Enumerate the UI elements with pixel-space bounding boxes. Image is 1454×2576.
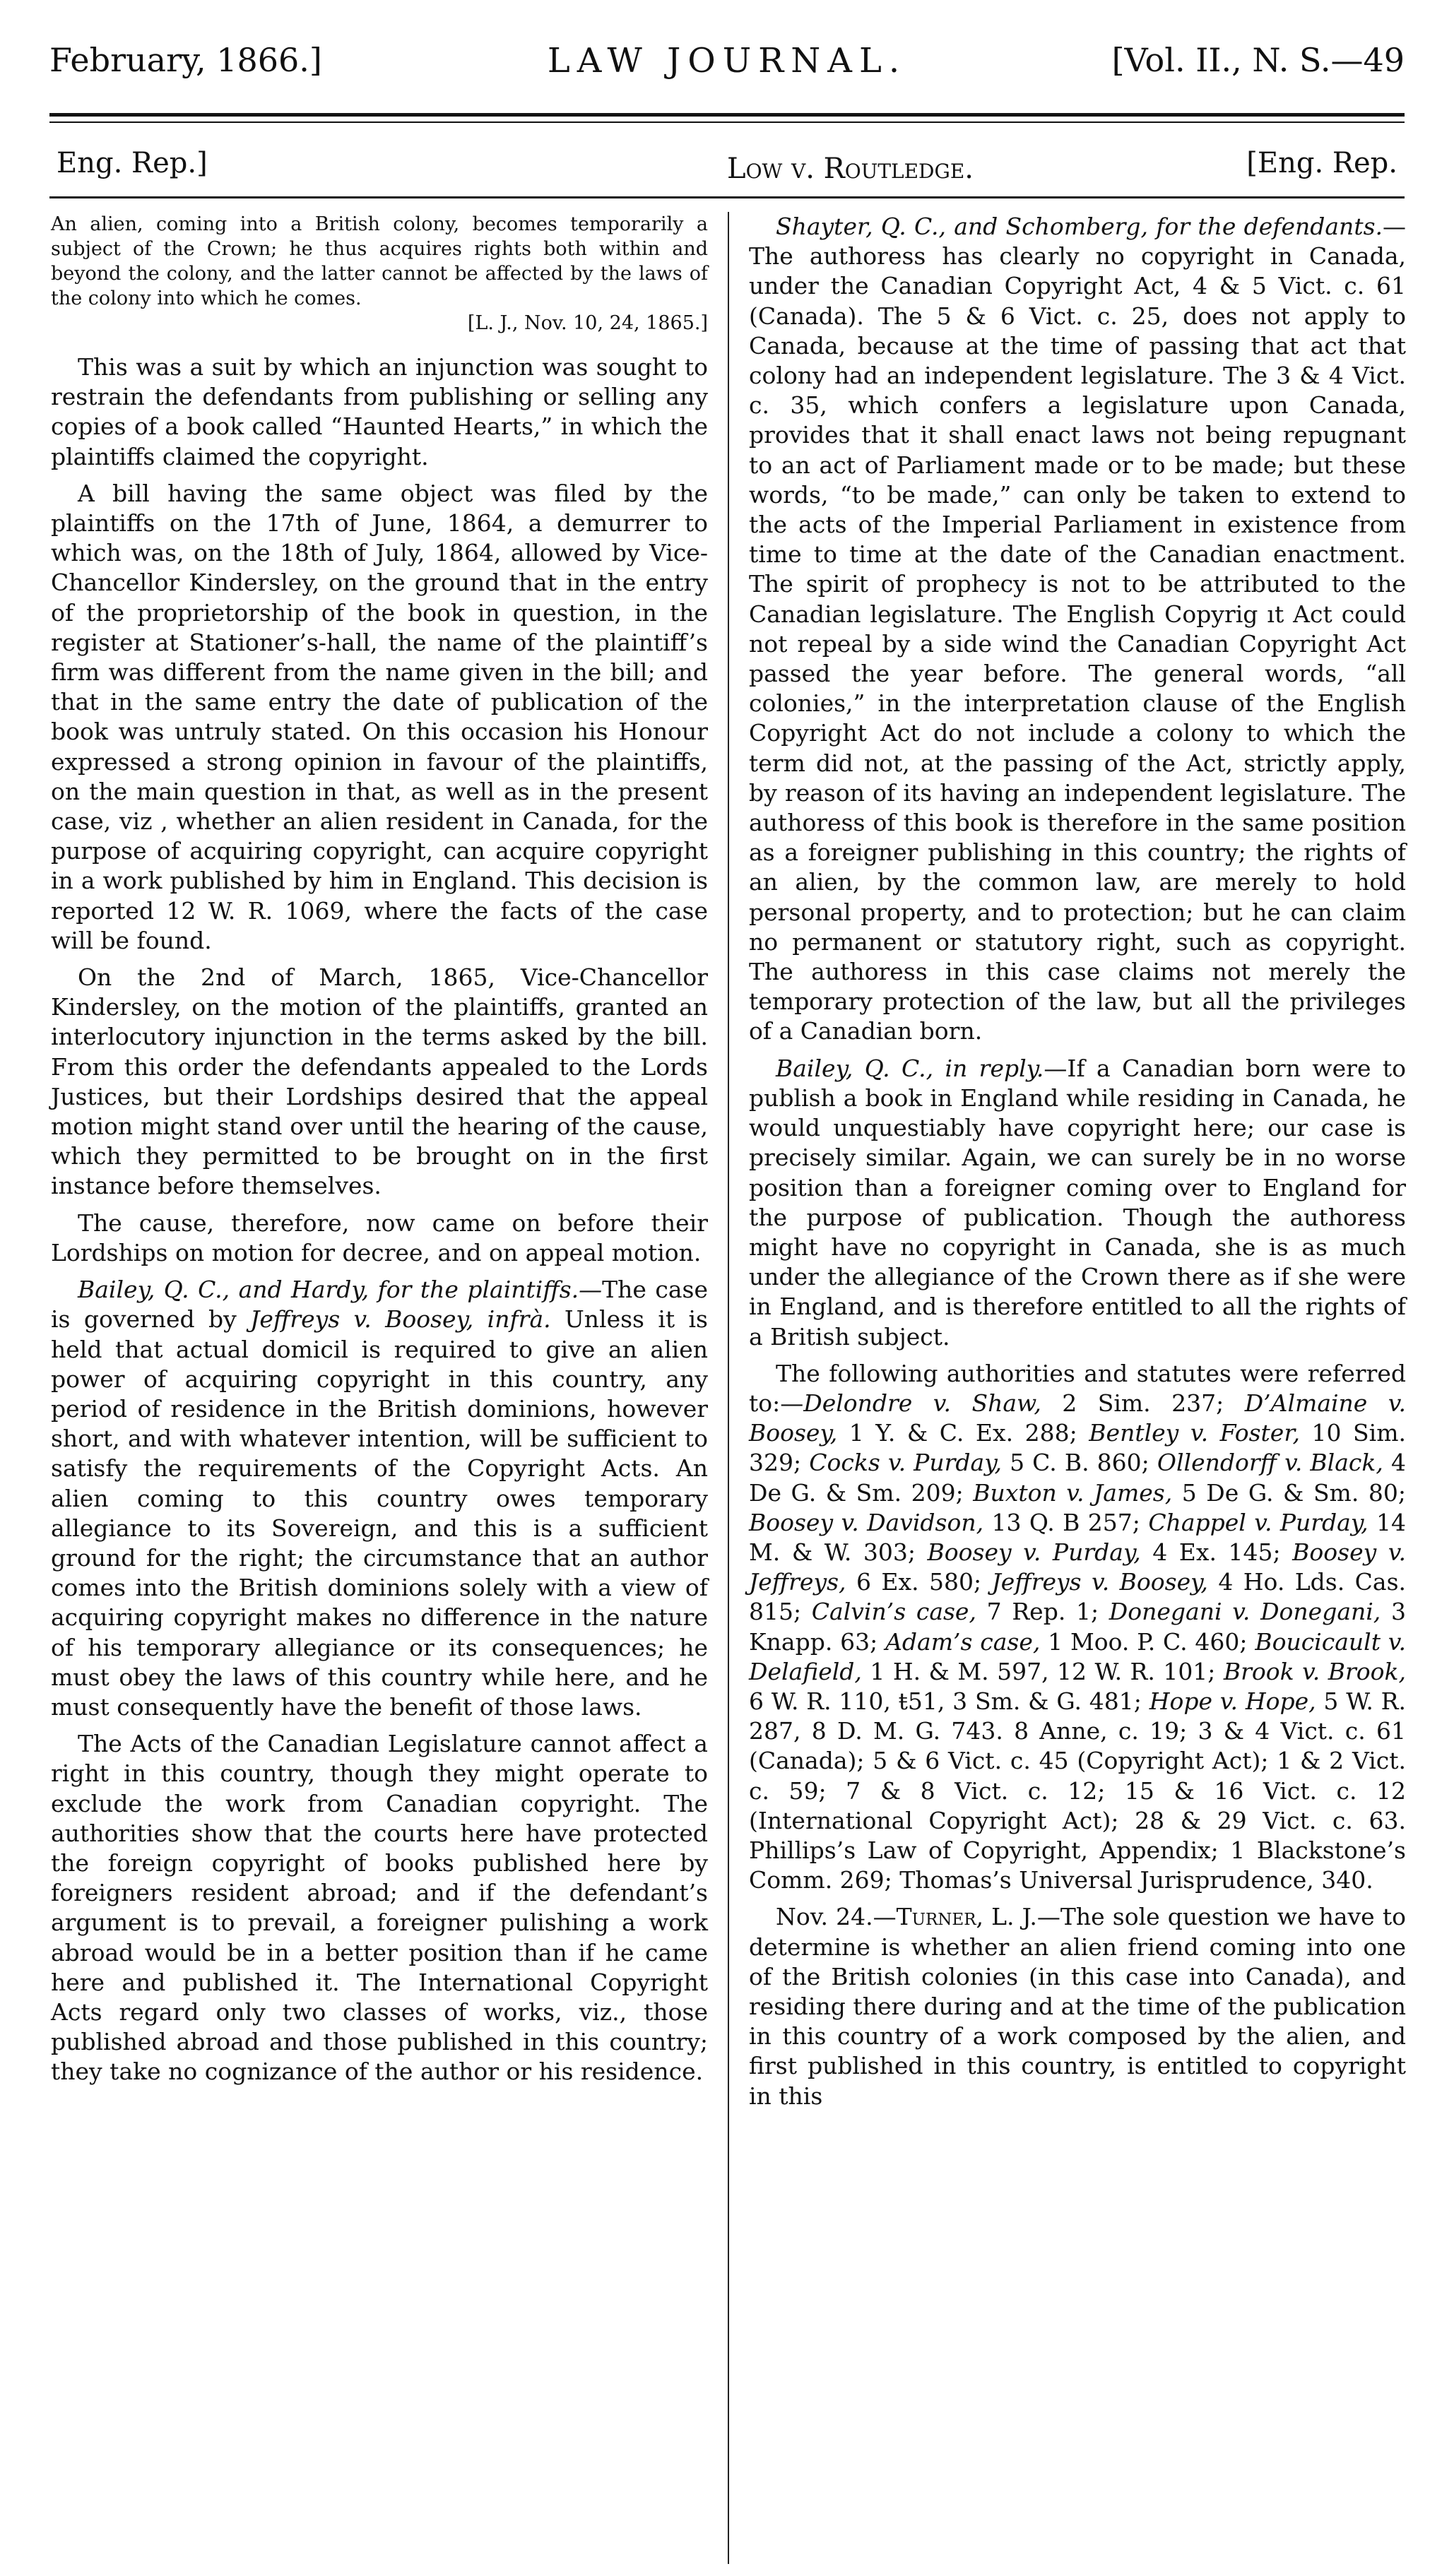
volume-page: [Vol. II., N. S.—49 [1111, 41, 1405, 79]
paragraph: The Acts of the Canadian Legislature cannot affect a right in this country, though they might operate to exclude the work from Canadian copyright. The authorities show that the courts here have protected the foreign copyright of books published here by foreigners resident abroad; and if the defendant’s argument is to prevail, a foreigner pulishing a work abroad would be in a better position than if he came here and published it. The International Copyright Acts regard only two classes of works, viz., those published abroad and those published in this country; they take no cognizance of the author or his residence. [51, 1730, 708, 2086]
headnote-citation: [L. J., Nov. 10, 24, 1865.] [467, 312, 708, 334]
case-reference: Brook v. Brook, [1223, 1657, 1406, 1685]
paragraph: A bill having the same object was filed by the plaintiffs on the 17th of June, 1864, a demurrer to which was, on the 18th of July, 1864, allowed by Vice-Chancellor Kindersley, on the ground that in the entry of the proprietorship of the book in question, in the register at Stationer’s-hall, the name of the plaintiff’s firm was different from the name given in the bill; and that in the same entry the date of publication of the book was untruly stated. On this occasion his Honour expressed a strong opinion in favour of the plaintiffs, on the main question in that, as well as in the present case, viz , whether an alien resident in Canada, for the purpose of acquiring copyright, can acquire copyright in a work published by him in England. This decision is reported 12 W. R. 1069, where the facts of the case will be found. [51, 479, 708, 954]
statutes-list: 8 Anne, c. 19; 3 & 4 Vict. c. 61 (Canada); 5 & 6 Vict. c. 45 (Copyright Act); 1 & 2 Vict. c. 59; 7 & 8 Vict. c. 12; 15 & 16 Vict. c. 12 (International Copyright Act); 28 & 29 Vict. c. 63. Phillips’s Law of Copyright, Appendix; 1 Blackstone’s Comm. 269; Thomas’s Universal Jurisprudence, 340. [749, 1717, 1406, 1894]
journal-title: LAW JOURNAL. [547, 41, 907, 81]
header-rule-thick [49, 113, 1405, 117]
case-reference: Boosey v. Jeffreys, [749, 1538, 1407, 1596]
case-citation: 13 Q. B 257; [983, 1508, 1149, 1536]
counsel-names: Bailey, Q. C., and Hardy, for the plaintiffs.— [78, 1276, 603, 1304]
case-reference: Jeffreys v. Boosey, [991, 1568, 1208, 1596]
counsel-names: Bailey, Q. C., in reply. [776, 1054, 1044, 1082]
argument-text: The case is governed by [51, 1276, 709, 1334]
case-citation: 5 De G. & Sm. 80; [1172, 1478, 1406, 1507]
case-reference: Buxton v. James, [973, 1478, 1173, 1507]
paragraph: The cause, therefore, now came on before their Lordships on motion for decree, and on appeal motion. [51, 1209, 708, 1266]
case-citation: 2 Sim. 237; [1041, 1389, 1245, 1417]
headnote [51, 212, 708, 336]
case-citation: 6 W. R. 110, ŧ51, 3 Sm. & G. 481; [749, 1687, 1149, 1715]
left-column [51, 212, 708, 2094]
case-citation: 5 C. B. 860; [1001, 1449, 1157, 1477]
authorities-list [749, 1359, 1406, 1896]
case-citation: 1 Y. & C. Ex. 288; [837, 1419, 1089, 1447]
report-series-left: Eng. Rep.] [57, 147, 208, 179]
case-title-text: Low v. Routledge. [727, 153, 974, 185]
case-citation: 4 De G. & Sm. 209; [749, 1449, 1406, 1507]
case-reference: Bentley v. Foster, [1089, 1419, 1300, 1447]
report-series-right: [Eng. Rep. [1246, 147, 1397, 179]
case-reference: Hope v. Hope, [1149, 1687, 1316, 1715]
case-citation: 7 Rep. 1; [976, 1598, 1109, 1626]
case-reference: Cocks v. Purday, [809, 1449, 1002, 1477]
paragraph: This was a suit by which an injunction was sought to restrain the defendants from publishing or selling any copies of a book called “Haunted Hearts,” in which the plaintiffs claimed the copyright. [51, 353, 708, 470]
case-citation: 10 Sim. 329; [749, 1419, 1406, 1477]
issue-date: February, 1866.] [49, 41, 322, 79]
paragraph: On the 2nd of March, 1865, Vice-Chancellor Kindersley, on the motion of the plaintiffs, granted an interlocutory injunction in the terms asked by the bill. From this order the defendants appealed to the Lords Justices, but their Lordships desired that the appeal motion might stand over until the hearing of the cause, which they permitted to be brought on in the first instance before themselves. [51, 963, 708, 1200]
case-citation: 4 Ex. 145; [1140, 1538, 1293, 1566]
case-reference: Calvin’s case, [811, 1598, 976, 1626]
paragraph [749, 212, 1406, 1047]
running-header [49, 28, 1405, 106]
case-header-rule [49, 196, 1405, 198]
argument-text: —The authoress has clearly no copyright in Canada, under the Canadian Copyright Act, 4 & 5 Vict. c. 61 (Canada). The 5 & 6 Vict. c. 25, does not apply to Canada, because at the time of passing that act that colony had an independent legislature. The 3 & 4 Vict. c. 35, which confers a legislature upon Canada, provides that it shall enact laws not being repugnant to an act of Parliament made or to be made; but these words, “to be made,” can only be taken to extend to the acts of the Imperial Parliament in existence from time to time at the date of the Canadian enactment. The spirit of prophecy is not to be attributed to the Canadian legislature. The English Copyrig ıt Act could not repeal by a side wind the Canadian Copyright Act passed the year before. The general words, “all colonies,” in the interpretation clause of the English Copyright Act do not include a colony to which the term did not, at the passing of the Act, strictly apply, by reason of its having an independent legislature. The authoress of this book is therefore in the same position as a foreigner publishing in this country; the rights of an alien, by the common law, are merely to hold personal property, and to protection; but he can claim no permanent or statutory right, such as copyright. The authoress in this case claims not merely the temporary protection of the law, but all the privileges of a Canadian born. [749, 213, 1406, 1045]
header-rule-thin [49, 121, 1405, 123]
headnote-text: An alien, coming into a British colony, becomes temporarily a subject of the Crown; he thus acquires rights both within and beyond the colony, and the latter cannot be affected by the laws of the colony into which he comes. [51, 213, 708, 309]
case-reference: Boosey v. Davidson, [749, 1508, 984, 1536]
argument-text: Unless it is held that actual domicil is required to give an alien power of acquiring copyright in this country, any period of residence in the British dominions, however short, and with whatever intention, will be sufficient to satisfy the requirements of the Copyright Acts. An alien coming to this country owes temporary allegiance to its Sovereign, and this is a sufficient ground for the right; the circumstance that an author comes into the British dominions solely with a view of acquiring copyright makes no difference in the nature of his temporary allegiance or its consequences; he must obey the laws of this country while here, and he must consequently have the benefit of those laws. [51, 1305, 708, 1721]
case-reference: Boucicault v. Delafield, [749, 1627, 1406, 1685]
counsel-names: Shayter, Q. C., and Schomberg, for the defendants. [776, 213, 1383, 240]
case-reference: Boosey v. Purday, [927, 1538, 1141, 1566]
case-header [49, 141, 1405, 191]
right-column [749, 212, 1406, 2118]
case-reference: Jeffreys v. Boosey, infrà. [250, 1305, 551, 1334]
paragraph [51, 1275, 708, 1722]
case-citation: 6 Ex. 580; [846, 1568, 992, 1596]
case-citation: 4 Ho. Lds. Cas. 815; [749, 1568, 1407, 1626]
case-citation: 1 H. & M. 597, 12 W. R. 101; [861, 1657, 1224, 1685]
authorities-cases [749, 1389, 1406, 1745]
case-reference: Adam’s case, [885, 1627, 1041, 1656]
case-reference: Ollendorff v. Black, [1157, 1449, 1383, 1477]
column-divider [728, 212, 729, 2564]
case-citation: 3 Knapp. 63; [749, 1598, 1406, 1656]
judgment-date: Nov. 24.— [776, 1903, 897, 1931]
case-reference: D’Almaine v. Boosey, [749, 1389, 1406, 1447]
case-reference: Donegani v. Donegani, [1109, 1598, 1381, 1626]
case-citation: 5 W. R. 287, 8 D. M. G. 743. [749, 1687, 1406, 1745]
authorities-intro: The following authorities and statutes were referred to:— [749, 1359, 1406, 1417]
paragraph [749, 1902, 1406, 2111]
case-reference: Delondre v. Shaw, [803, 1389, 1041, 1417]
argument-text: —If a Canadian born were to publish a book in England while residing in Canada, he would unquestiably have copyright here; our case is precisely similar. Again, we can surely be in no worse position than a foreigner coming over to England for the purpose of publication. Though the authoress might have no copyright in Canada, she is as much under the allegiance of the Crown there as if she were in England, and is therefore entitled to all the rights of a British subject. [749, 1054, 1407, 1351]
case-citation: 1 Moo. P. C. 460; [1040, 1627, 1255, 1656]
case-citation: 14 M. & W. 303; [749, 1508, 1406, 1566]
case-reference: Chappel v. Purday, [1148, 1508, 1369, 1536]
judge-name: Turner, L. J. [896, 1903, 1037, 1931]
paragraph [749, 1054, 1406, 1352]
judgment-text: —The sole question we have to determine is whether an alien friend coming into one of the British colonies (in this case into Canada), and residing there during and at the time of the publication in this country of a work composed by the alien, and first published in this country, is entitled to copyright in this [749, 1903, 1406, 2110]
